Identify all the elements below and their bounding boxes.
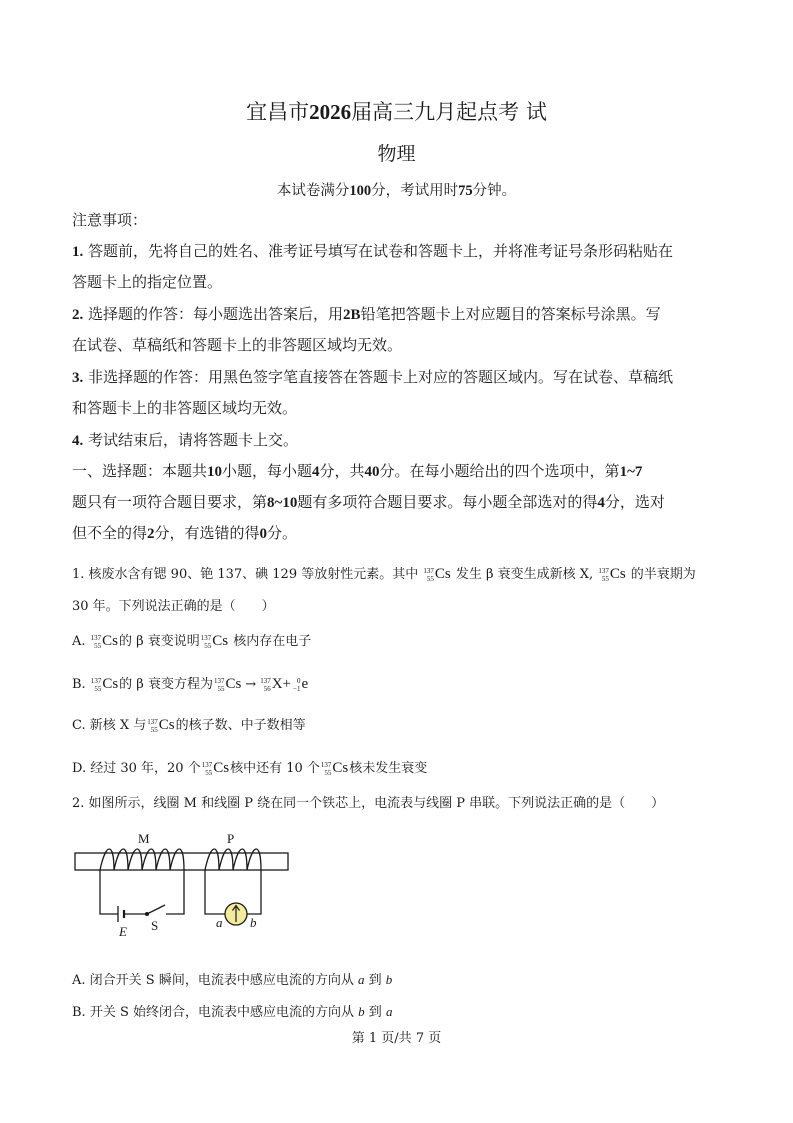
q1-stem: 1. 核废水含有锶 90、铯 137、碘 129 等放射性元素。其中 137 55 Cs 发生 β 衰变生成新核 X, 137 55 Cs 的半衰期为 [72,566,696,583]
notice-item-3-cont: 和答题卡上的非答题区域均无效。 [72,399,298,417]
notice-item-2-cont: 在试卷、草稿纸和答题卡上的非答题区域均无效。 [72,336,403,354]
cs137-nuclide: 137 55 Cs [200,633,229,650]
q1-stem-line2: 30 年。下列说法正确的是（ ） [72,599,275,614]
label-e: E [119,924,127,939]
galvanometer-icon [225,903,247,925]
q1-option-d: D. 经过 30 年，20 个 137 55 Cs 核中还有 10 个 137 55 Cs 核未发生衰变 [72,760,428,777]
notice-item-2: 2. 选择题的作答：每小题选出答案后，用2B铅笔把答题卡上对应题目的答案标号涂黑。写 [72,305,661,323]
subject-title: 物理 [377,143,416,165]
iron-core [75,853,288,870]
cs137-nuclide: 137 55 Cs [598,566,626,583]
cs137-nuclide: 137 55 Cs [147,717,175,734]
cs137-nuclide: 137 55 Cs [90,633,119,650]
cs137-nuclide: 137 55 Cs [90,676,119,693]
q1-option-a: A. 137 55 Cs 的 β 衰变说明 137 55 Cs 核内存在电子 [72,633,312,650]
notice-item-1-cont: 答题卡上的指定位置。 [72,273,223,291]
x-nuclide: 137 56 X+ [260,676,291,693]
label-p: P [227,831,235,846]
section-1-intro: 一、选择题：本题共10小题，每小题4分，共40分。在每小题给出的四个选项中，第1~7 [72,462,643,480]
page-title: 宜昌市2026届高三九月起点考 试 [246,100,547,124]
notice-item-1: 1. 答题前，先将自己的姓名、准考证号填写在试卷和答题卡上，并将准考证号条形码粘贴在 [72,242,674,260]
switch-s [147,905,165,914]
cs137-nuclide: 137 55 Cs [320,760,349,777]
label-s: S [151,918,159,933]
q1-option-c: C. 新核 X 与 137 55 Cs 的核子数、中子数相等 [72,717,306,734]
cs137-nuclide: 137 55 Cs [201,760,230,777]
coil-circuit-figure [70,826,295,944]
notice-item-4: 4. 考试结束后，请将答题卡上交。 [72,431,299,449]
notice-heading: 注意事项： [72,211,148,229]
section-1-intro-line3: 但不全的得2分，有选错的得0分。 [72,524,298,542]
section-1-intro-line2: 题只有一项符合题目要求，第8~10题有多项符合题目要求。每小题全部选对的得4分，选对 [72,493,665,511]
coil-p [205,849,261,886]
battery-switch-circuit [100,886,184,922]
q2-stem: 2. 如图所示，线圈 M 和线圈 P 绕在同一个铁芯上，电流表与线圈 P 串联。下列说法正确的是（ ） [72,796,665,811]
page-footer: 第 1 页/共 7 页 [351,1031,442,1046]
coil-m [100,849,184,886]
cs137-nuclide: 137 55 Cs [423,566,451,583]
q2-option-a: A. 闭合开关 S 瞬间，电流表中感应电流的方向从 a 到 b [72,972,393,988]
electron: 0 −1 e [293,676,309,693]
q2-option-b: B. 开关 S 始终闭合，电流表中感应电流的方向从 b 到 a [72,1004,393,1020]
label-a: a [216,915,223,930]
q1-option-b: B. 137 55 Cs 的 β 衰变方程为 137 55 Cs → 137 56 X+ 0 −1 e [72,676,309,693]
exam-info: 本试卷满分100分，考试用时75分钟。 [276,183,517,199]
label-b: b [250,915,257,930]
arrow-icon: → [245,677,257,692]
cs137-nuclide: 137 55 Cs [213,676,242,693]
label-m: M [138,831,150,846]
notice-item-3: 3. 非选择题的作答：用黑色签字笔直接答在答题卡上对应的答题区域内。写在试卷、草稿纸 [72,368,674,386]
